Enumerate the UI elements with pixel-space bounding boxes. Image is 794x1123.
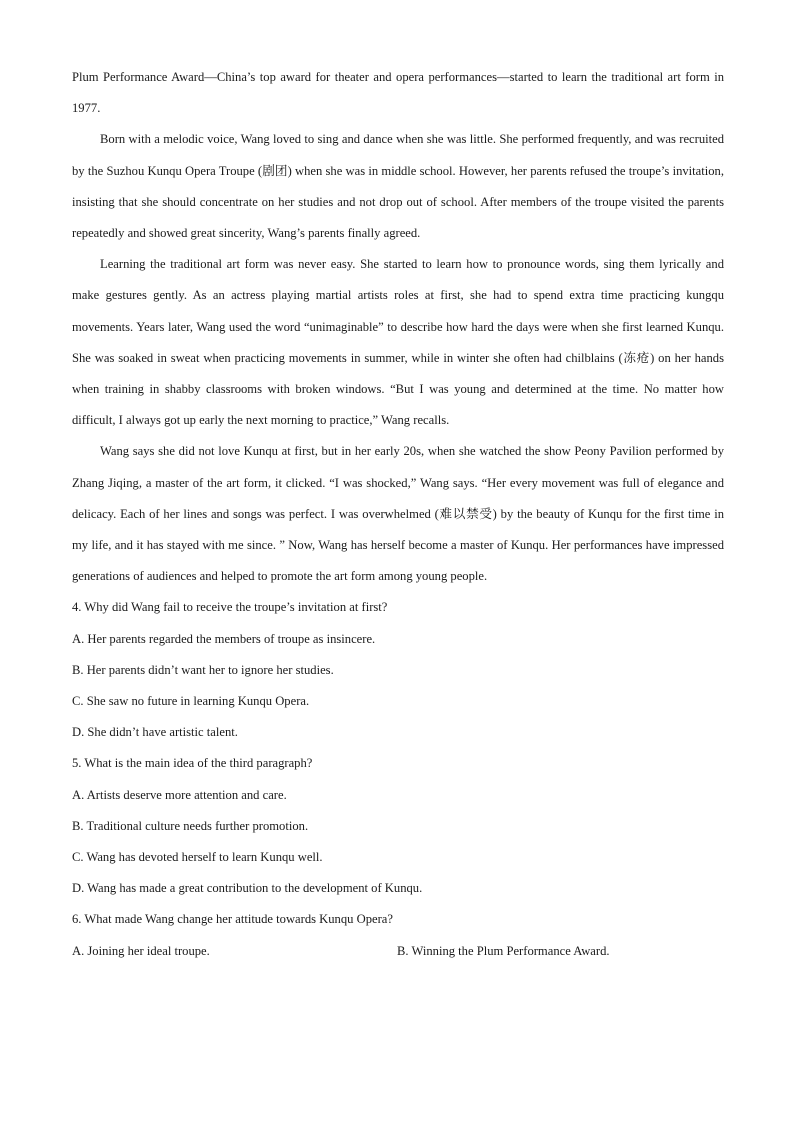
question-6-stem: 6. What made Wang change her attitude towards Kunqu Opera? (72, 912, 393, 927)
passage-paragraph-continued: Plum Performance Award—China’s top award for theater and opera performances—started to learn the traditional art form in 1977. (72, 70, 724, 116)
question-4-stem: 4. Why did Wang fail to receive the troupe’s invitation at first? (72, 600, 388, 615)
document-page (72, 62, 724, 967)
question-6-option-a: A. Joining her ideal troupe. (72, 943, 210, 958)
question-4-option-d: D. She didn’t have artistic talent. (72, 725, 238, 740)
question-6 (72, 904, 724, 966)
passage-paragraph-1: Born with a melodic voice, Wang loved to sing and dance when she was little. She performed frequently, and was recruited by the Suzhou Kunqu Opera Troupe (剧团) when she was in middle school. However, her parents refused the troupe’s invitation, insisting that she should concentrate on her studies and not drop out of school. After members of the troupe visited the parents repeatedly and showed great sincerity, Wang’s parents finally agreed. (72, 132, 724, 241)
question-5 (72, 748, 724, 904)
question-4-option-c: C. She saw no future in learning Kunqu Opera. (72, 694, 310, 709)
passage-paragraph-3: Wang says she did not love Kunqu at first, but in her early 20s, when she watched the show Peony Pavilion performed by Zhang Jiqing, a master of the art form, it clicked. “I was shocked,” Wang says. “Her every movement was full of elegance and delicacy. Each of her lines and songs was perfect. I was overwhelmed (难以禁受) by the beauty of Kunqu for the first time in my life, and it has stayed with me since. ” Now, Wang has herself become a master of Kunqu. Her performances have impressed generations of audiences and helped to promote the art form among young people. (72, 444, 724, 584)
question-6-options-row (72, 936, 724, 967)
question-4-option-a: A. Her parents regarded the members of troupe as insincere. (72, 631, 376, 646)
question-5-option-d: D. Wang has made a great contribution to the development of Kunqu. (72, 881, 423, 896)
question-6-option-b: B. Winning the Plum Performance Award. (397, 943, 610, 958)
question-5-option-c: C. Wang has devoted herself to learn Kunqu well. (72, 850, 323, 865)
question-5-option-a: A. Artists deserve more attention and care. (72, 787, 287, 802)
question-5-stem: 5. What is the main idea of the third paragraph? (72, 756, 313, 771)
question-4 (72, 592, 724, 748)
question-5-option-b: B. Traditional culture needs further promotion. (72, 818, 309, 833)
passage-paragraph-2: Learning the traditional art form was never easy. She started to learn how to pronounce words, sing them lyrically and make gestures gently. As an actress playing martial artists roles at first, she had to spend extra time practicing kungqu movements. Years later, Wang used the word “unimaginable” to describe how hard the days were when she first learned Kunqu. She was soaked in sweat when practicing movements in summer, while in winter she often had chilblains (冻疮) on her hands when training in shabby classrooms with broken windows. “But I was young and determined at the time. No matter how difficult, I always got up early the next morning to practice,” Wang recalls. (72, 257, 724, 428)
question-4-option-b: B. Her parents didn’t want her to ignore her studies. (72, 662, 334, 677)
